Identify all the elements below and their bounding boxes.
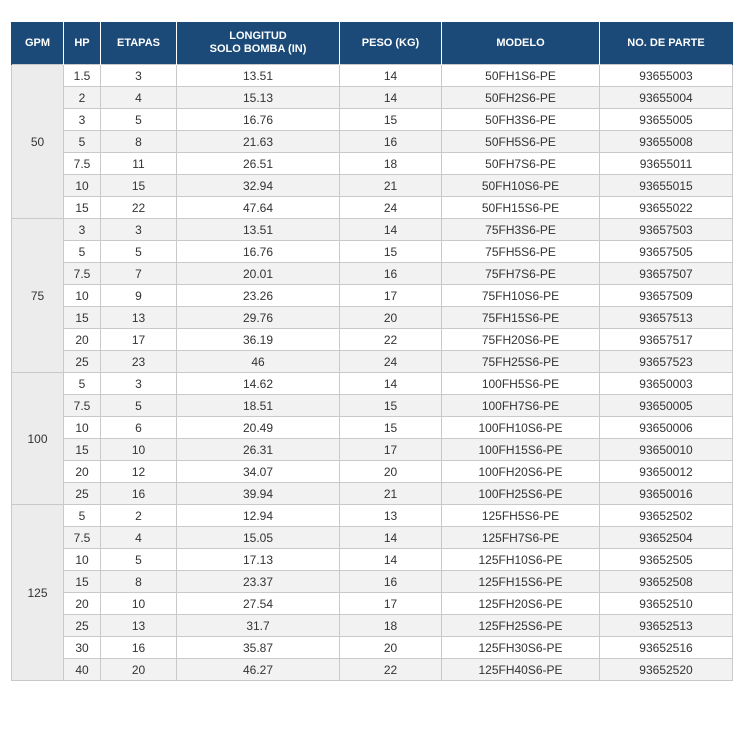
etapas-cell: 13 <box>101 615 177 637</box>
hp-cell: 25 <box>64 351 101 373</box>
modelo-cell: 75FH3S6-PE <box>442 219 600 241</box>
parte-cell: 93650003 <box>600 373 733 395</box>
hp-cell: 1.5 <box>64 65 101 87</box>
header-gpm: GPM <box>12 22 64 65</box>
hp-cell: 15 <box>64 571 101 593</box>
modelo-cell: 50FH10S6-PE <box>442 175 600 197</box>
parte-cell: 93657517 <box>600 329 733 351</box>
parte-cell: 93652508 <box>600 571 733 593</box>
peso-cell: 24 <box>340 351 442 373</box>
peso-cell: 16 <box>340 571 442 593</box>
peso-cell: 14 <box>340 65 442 87</box>
etapas-cell: 11 <box>101 153 177 175</box>
modelo-cell: 125FH25S6-PE <box>442 615 600 637</box>
longitud-cell: 18.51 <box>177 395 340 417</box>
modelo-cell: 100FH5S6-PE <box>442 373 600 395</box>
etapas-cell: 3 <box>101 219 177 241</box>
etapas-cell: 10 <box>101 439 177 461</box>
parte-cell: 93657507 <box>600 263 733 285</box>
longitud-cell: 17.13 <box>177 549 340 571</box>
parte-cell: 93655008 <box>600 131 733 153</box>
parte-cell: 93655004 <box>600 87 733 109</box>
peso-cell: 22 <box>340 659 442 681</box>
gpm-group-cell: 50 <box>12 65 64 219</box>
modelo-cell: 100FH25S6-PE <box>442 483 600 505</box>
modelo-cell: 125FH5S6-PE <box>442 505 600 527</box>
etapas-cell: 17 <box>101 329 177 351</box>
table-row <box>12 571 733 593</box>
table-row <box>12 373 733 395</box>
longitud-cell: 27.54 <box>177 593 340 615</box>
etapas-cell: 22 <box>101 197 177 219</box>
modelo-cell: 50FH3S6-PE <box>442 109 600 131</box>
longitud-cell: 26.31 <box>177 439 340 461</box>
header-peso: PESO (KG) <box>340 22 442 65</box>
longitud-cell: 39.94 <box>177 483 340 505</box>
longitud-cell: 34.07 <box>177 461 340 483</box>
etapas-cell: 4 <box>101 527 177 549</box>
table-row <box>12 483 733 505</box>
longitud-cell: 20.01 <box>177 263 340 285</box>
pump-spec-table <box>11 22 733 681</box>
table-row <box>12 153 733 175</box>
longitud-cell: 12.94 <box>177 505 340 527</box>
parte-cell: 93652516 <box>600 637 733 659</box>
longitud-cell: 20.49 <box>177 417 340 439</box>
longitud-cell: 21.63 <box>177 131 340 153</box>
modelo-cell: 75FH10S6-PE <box>442 285 600 307</box>
peso-cell: 15 <box>340 417 442 439</box>
hp-cell: 5 <box>64 373 101 395</box>
hp-cell: 25 <box>64 615 101 637</box>
modelo-cell: 75FH7S6-PE <box>442 263 600 285</box>
longitud-cell: 46 <box>177 351 340 373</box>
modelo-cell: 125FH7S6-PE <box>442 527 600 549</box>
modelo-cell: 75FH15S6-PE <box>442 307 600 329</box>
modelo-cell: 75FH25S6-PE <box>442 351 600 373</box>
gpm-group-cell: 125 <box>12 505 64 681</box>
parte-cell: 93652502 <box>600 505 733 527</box>
table-row <box>12 219 733 241</box>
peso-cell: 15 <box>340 395 442 417</box>
longitud-cell: 16.76 <box>177 241 340 263</box>
table-body <box>12 65 733 681</box>
hp-cell: 2 <box>64 87 101 109</box>
modelo-cell: 125FH10S6-PE <box>442 549 600 571</box>
etapas-cell: 2 <box>101 505 177 527</box>
modelo-cell: 50FH7S6-PE <box>442 153 600 175</box>
parte-cell: 93652520 <box>600 659 733 681</box>
table-row <box>12 461 733 483</box>
modelo-cell: 100FH20S6-PE <box>442 461 600 483</box>
modelo-cell: 50FH1S6-PE <box>442 65 600 87</box>
parte-cell: 93657505 <box>600 241 733 263</box>
etapas-cell: 3 <box>101 373 177 395</box>
parte-cell: 93652510 <box>600 593 733 615</box>
parte-cell: 93650012 <box>600 461 733 483</box>
peso-cell: 16 <box>340 263 442 285</box>
peso-cell: 17 <box>340 593 442 615</box>
peso-cell: 16 <box>340 131 442 153</box>
longitud-cell: 46.27 <box>177 659 340 681</box>
modelo-cell: 75FH20S6-PE <box>442 329 600 351</box>
table-row <box>12 175 733 197</box>
parte-cell: 93657503 <box>600 219 733 241</box>
hp-cell: 7.5 <box>64 263 101 285</box>
parte-cell: 93655011 <box>600 153 733 175</box>
modelo-cell: 100FH7S6-PE <box>442 395 600 417</box>
peso-cell: 22 <box>340 329 442 351</box>
header-etapas: ETAPAS <box>101 22 177 65</box>
hp-cell: 3 <box>64 109 101 131</box>
table-row <box>12 131 733 153</box>
peso-cell: 17 <box>340 439 442 461</box>
parte-cell: 93652505 <box>600 549 733 571</box>
longitud-cell: 23.37 <box>177 571 340 593</box>
modelo-cell: 50FH15S6-PE <box>442 197 600 219</box>
etapas-cell: 9 <box>101 285 177 307</box>
parte-cell: 93657513 <box>600 307 733 329</box>
longitud-cell: 36.19 <box>177 329 340 351</box>
peso-cell: 20 <box>340 637 442 659</box>
longitud-cell: 47.64 <box>177 197 340 219</box>
peso-cell: 15 <box>340 241 442 263</box>
hp-cell: 7.5 <box>64 153 101 175</box>
table-row <box>12 593 733 615</box>
table-row <box>12 395 733 417</box>
table-row <box>12 417 733 439</box>
modelo-cell: 100FH10S6-PE <box>442 417 600 439</box>
hp-cell: 10 <box>64 285 101 307</box>
peso-cell: 24 <box>340 197 442 219</box>
peso-cell: 14 <box>340 219 442 241</box>
peso-cell: 21 <box>340 175 442 197</box>
hp-cell: 7.5 <box>64 527 101 549</box>
parte-cell: 93652513 <box>600 615 733 637</box>
hp-cell: 5 <box>64 131 101 153</box>
longitud-cell: 29.76 <box>177 307 340 329</box>
parte-cell: 93650016 <box>600 483 733 505</box>
etapas-cell: 16 <box>101 483 177 505</box>
etapas-cell: 20 <box>101 659 177 681</box>
etapas-cell: 10 <box>101 593 177 615</box>
header-row <box>12 22 733 65</box>
table-row <box>12 527 733 549</box>
modelo-cell: 75FH5S6-PE <box>442 241 600 263</box>
table-row <box>12 263 733 285</box>
gpm-group-cell: 75 <box>12 219 64 373</box>
modelo-cell: 125FH30S6-PE <box>442 637 600 659</box>
modelo-cell: 50FH5S6-PE <box>442 131 600 153</box>
etapas-cell: 8 <box>101 131 177 153</box>
etapas-cell: 5 <box>101 395 177 417</box>
parte-cell: 93652504 <box>600 527 733 549</box>
parte-cell: 93657509 <box>600 285 733 307</box>
hp-cell: 3 <box>64 219 101 241</box>
parte-cell: 93655003 <box>600 65 733 87</box>
table-row <box>12 65 733 87</box>
etapas-cell: 8 <box>101 571 177 593</box>
table-row <box>12 197 733 219</box>
modelo-cell: 100FH15S6-PE <box>442 439 600 461</box>
peso-cell: 14 <box>340 527 442 549</box>
peso-cell: 18 <box>340 153 442 175</box>
etapas-cell: 3 <box>101 65 177 87</box>
hp-cell: 10 <box>64 175 101 197</box>
hp-cell: 5 <box>64 241 101 263</box>
hp-cell: 25 <box>64 483 101 505</box>
longitud-cell: 26.51 <box>177 153 340 175</box>
hp-cell: 7.5 <box>64 395 101 417</box>
table-row <box>12 329 733 351</box>
peso-cell: 17 <box>340 285 442 307</box>
table-row <box>12 549 733 571</box>
table-row <box>12 285 733 307</box>
peso-cell: 14 <box>340 87 442 109</box>
hp-cell: 30 <box>64 637 101 659</box>
table-row <box>12 307 733 329</box>
header-hp: HP <box>64 22 101 65</box>
hp-cell: 40 <box>64 659 101 681</box>
table-row <box>12 241 733 263</box>
peso-cell: 18 <box>340 615 442 637</box>
longitud-cell: 15.05 <box>177 527 340 549</box>
parte-cell: 93655015 <box>600 175 733 197</box>
etapas-cell: 5 <box>101 549 177 571</box>
longitud-cell: 32.94 <box>177 175 340 197</box>
etapas-cell: 4 <box>101 87 177 109</box>
longitud-cell: 14.62 <box>177 373 340 395</box>
etapas-cell: 16 <box>101 637 177 659</box>
parte-cell: 93650006 <box>600 417 733 439</box>
table-row <box>12 109 733 131</box>
peso-cell: 20 <box>340 461 442 483</box>
modelo-cell: 50FH2S6-PE <box>442 87 600 109</box>
parte-cell: 93655022 <box>600 197 733 219</box>
hp-cell: 5 <box>64 505 101 527</box>
table-row <box>12 505 733 527</box>
header-longitud: LONGITUD SOLO BOMBA (IN) <box>177 22 340 65</box>
header-no-de-parte: NO. DE PARTE <box>600 22 733 65</box>
modelo-cell: 125FH20S6-PE <box>442 593 600 615</box>
hp-cell: 20 <box>64 593 101 615</box>
etapas-cell: 23 <box>101 351 177 373</box>
hp-cell: 15 <box>64 197 101 219</box>
table-row <box>12 439 733 461</box>
hp-cell: 15 <box>64 307 101 329</box>
etapas-cell: 6 <box>101 417 177 439</box>
longitud-cell: 23.26 <box>177 285 340 307</box>
etapas-cell: 15 <box>101 175 177 197</box>
table-row <box>12 87 733 109</box>
table-row <box>12 615 733 637</box>
peso-cell: 13 <box>340 505 442 527</box>
etapas-cell: 5 <box>101 109 177 131</box>
peso-cell: 14 <box>340 373 442 395</box>
modelo-cell: 125FH40S6-PE <box>442 659 600 681</box>
etapas-cell: 13 <box>101 307 177 329</box>
hp-cell: 15 <box>64 439 101 461</box>
hp-cell: 20 <box>64 329 101 351</box>
longitud-cell: 15.13 <box>177 87 340 109</box>
parte-cell: 93655005 <box>600 109 733 131</box>
modelo-cell: 125FH15S6-PE <box>442 571 600 593</box>
parte-cell: 93650010 <box>600 439 733 461</box>
longitud-cell: 13.51 <box>177 65 340 87</box>
hp-cell: 10 <box>64 549 101 571</box>
table-row <box>12 659 733 681</box>
table-row <box>12 637 733 659</box>
longitud-cell: 35.87 <box>177 637 340 659</box>
parte-cell: 93650005 <box>600 395 733 417</box>
gpm-group-cell: 100 <box>12 373 64 505</box>
longitud-cell: 13.51 <box>177 219 340 241</box>
hp-cell: 20 <box>64 461 101 483</box>
peso-cell: 14 <box>340 549 442 571</box>
header-modelo: MODELO <box>442 22 600 65</box>
peso-cell: 15 <box>340 109 442 131</box>
etapas-cell: 12 <box>101 461 177 483</box>
etapas-cell: 7 <box>101 263 177 285</box>
longitud-cell: 16.76 <box>177 109 340 131</box>
peso-cell: 21 <box>340 483 442 505</box>
table-row <box>12 351 733 373</box>
parte-cell: 93657523 <box>600 351 733 373</box>
etapas-cell: 5 <box>101 241 177 263</box>
peso-cell: 20 <box>340 307 442 329</box>
hp-cell: 10 <box>64 417 101 439</box>
longitud-cell: 31.7 <box>177 615 340 637</box>
